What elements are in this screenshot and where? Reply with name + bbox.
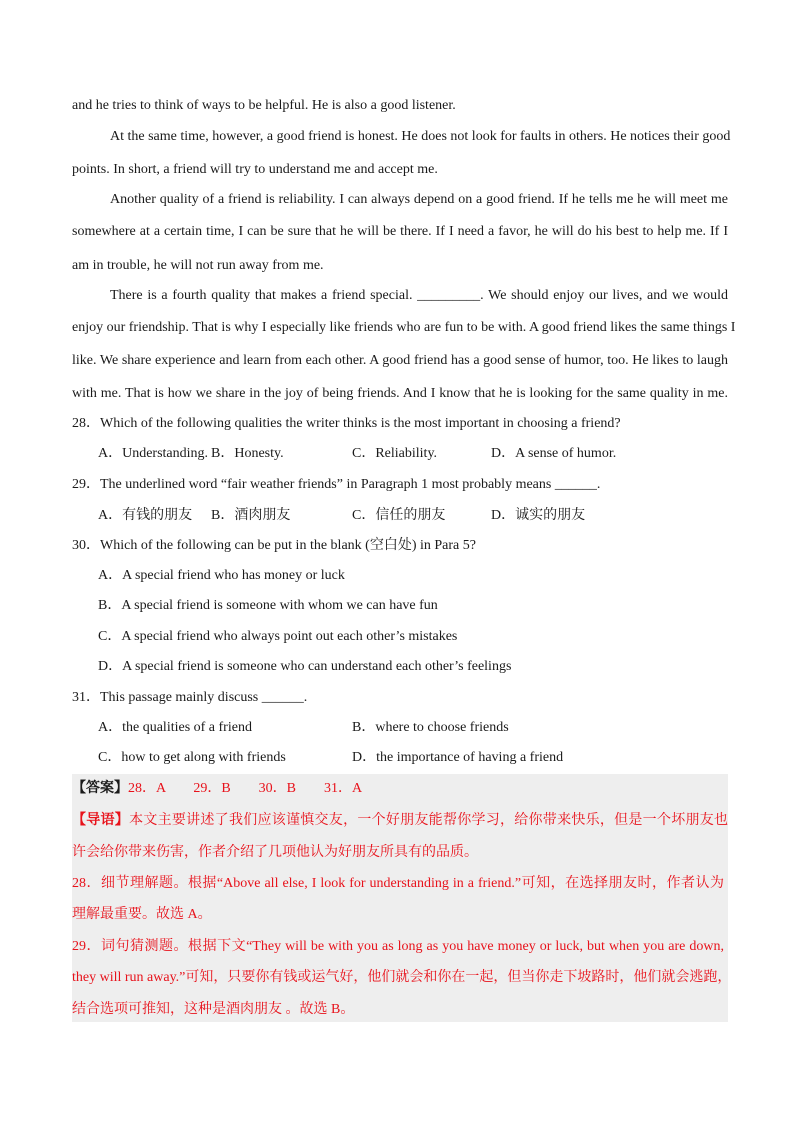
question-30-option-a: A．A special friend who has money or luck bbox=[98, 568, 345, 583]
passage-line: points. In short, a friend will try to understand me and accept me. bbox=[72, 162, 438, 177]
question-28-option-d: D．A sense of humor. bbox=[491, 446, 617, 461]
passage-line: somewhere at a certain time, I can be sure that he will be there. If I need a favor, he will do his best to help me. If I bbox=[72, 224, 728, 239]
question-31-stem: 31．This passage mainly discuss ______. bbox=[72, 690, 308, 705]
answer-label: 【答案】 bbox=[72, 781, 128, 796]
passage-line: with me. That is how we share in the joy of being friends. And I know that he is looking for the same quality in me. bbox=[72, 386, 728, 401]
passage-line: enjoy our friendship. That is why I especially like friends who are fun to be with. A good friend likes the same things I bbox=[72, 320, 736, 335]
passage-line: Another quality of a friend is reliability. I can always depend on a good friend. If he tells me he will meet me bbox=[110, 192, 728, 207]
guide-line bbox=[72, 811, 728, 831]
answer-values: 28．A 29．B 30．B 31．A bbox=[128, 781, 363, 796]
question-28-option-c: C．Reliability. bbox=[352, 446, 438, 461]
question-29-stem: 29．The underlined word “fair weather friends” in Paragraph 1 most probably means ______. bbox=[72, 477, 601, 492]
guide-line-2: 许会给你带来伤害，作者介绍了几项他认为好朋友所具有的品质。 bbox=[72, 845, 478, 860]
question-31-option-a: A．the qualities of a friend bbox=[98, 720, 252, 735]
question-29-option-b: B．酒肉朋友 bbox=[211, 508, 291, 523]
passage-line: like. We share experience and learn from each other. A good friend has a good sense of humor, too. He likes to laugh bbox=[72, 353, 728, 368]
explanation-29-line-1: 29．词句猜测题。根据下文“They will be with you as long as you have money or luck, but when you are down, bbox=[72, 939, 724, 954]
question-31-option-c: C．how to get along with friends bbox=[98, 750, 286, 765]
passage-line: There is a fourth quality that makes a friend special. _________. We should enjoy our lives, and we would bbox=[110, 288, 728, 303]
question-30-option-c: C．A special friend who always point out each other’s mistakes bbox=[98, 629, 458, 644]
explanation-29-line-2: they will run away.”可知，只要你有钱或运气好，他们就会和你在一起，但当你走下坡路时，他们就会逃跑， bbox=[72, 970, 732, 985]
question-30-stem: 30．Which of the following can be put in the blank (空白处) in Para 5? bbox=[72, 538, 476, 553]
question-31-option-d: D．the importance of having a friend bbox=[352, 750, 564, 765]
question-31-option-b: B．where to choose friends bbox=[352, 720, 509, 735]
question-28-stem: 28．Which of the following qualities the writer thinks is the most important in choosing a friend? bbox=[72, 416, 621, 431]
question-29-option-c: C．信任的朋友 bbox=[352, 508, 446, 523]
passage-line: and he tries to think of ways to be helpful. He is also a good listener. bbox=[72, 98, 456, 113]
explanation-28-line-2: 理解最重要。故选 A。 bbox=[72, 907, 212, 922]
question-30-option-b: B．A special friend is someone with whom we can have fun bbox=[98, 598, 438, 613]
passage-line: At the same time, however, a good friend is honest. He does not look for faults in others. He notices their good bbox=[110, 129, 731, 144]
question-28-option-b: B．Honesty. bbox=[211, 446, 284, 461]
question-28-option-a: A．Understanding. bbox=[98, 446, 209, 461]
guide-text: 本文主要讲述了我们应该谨慎交友，一个好朋友能帮你学习，给你带来快乐，但是一个坏朋友也 bbox=[129, 813, 729, 828]
explanation-29-line-3: 结合选项可推知，这种是酒肉朋友 。故选 B。 bbox=[72, 1002, 355, 1017]
question-29-option-a: A．有钱的朋友 bbox=[98, 508, 193, 523]
guide-label: 【导语】 bbox=[72, 813, 130, 828]
passage-line: am in trouble, he will not run away from me. bbox=[72, 258, 324, 273]
answer-key-line bbox=[72, 779, 362, 799]
explanation-28-line-1: 28．细节理解题。根据“Above all else, I look for understanding in a friend.”可知，在选择朋友时，作者认为 bbox=[72, 876, 724, 891]
question-29-option-d: D．诚实的朋友 bbox=[491, 508, 586, 523]
question-30-option-d: D．A special friend is someone who can understand each other’s feelings bbox=[98, 659, 512, 674]
